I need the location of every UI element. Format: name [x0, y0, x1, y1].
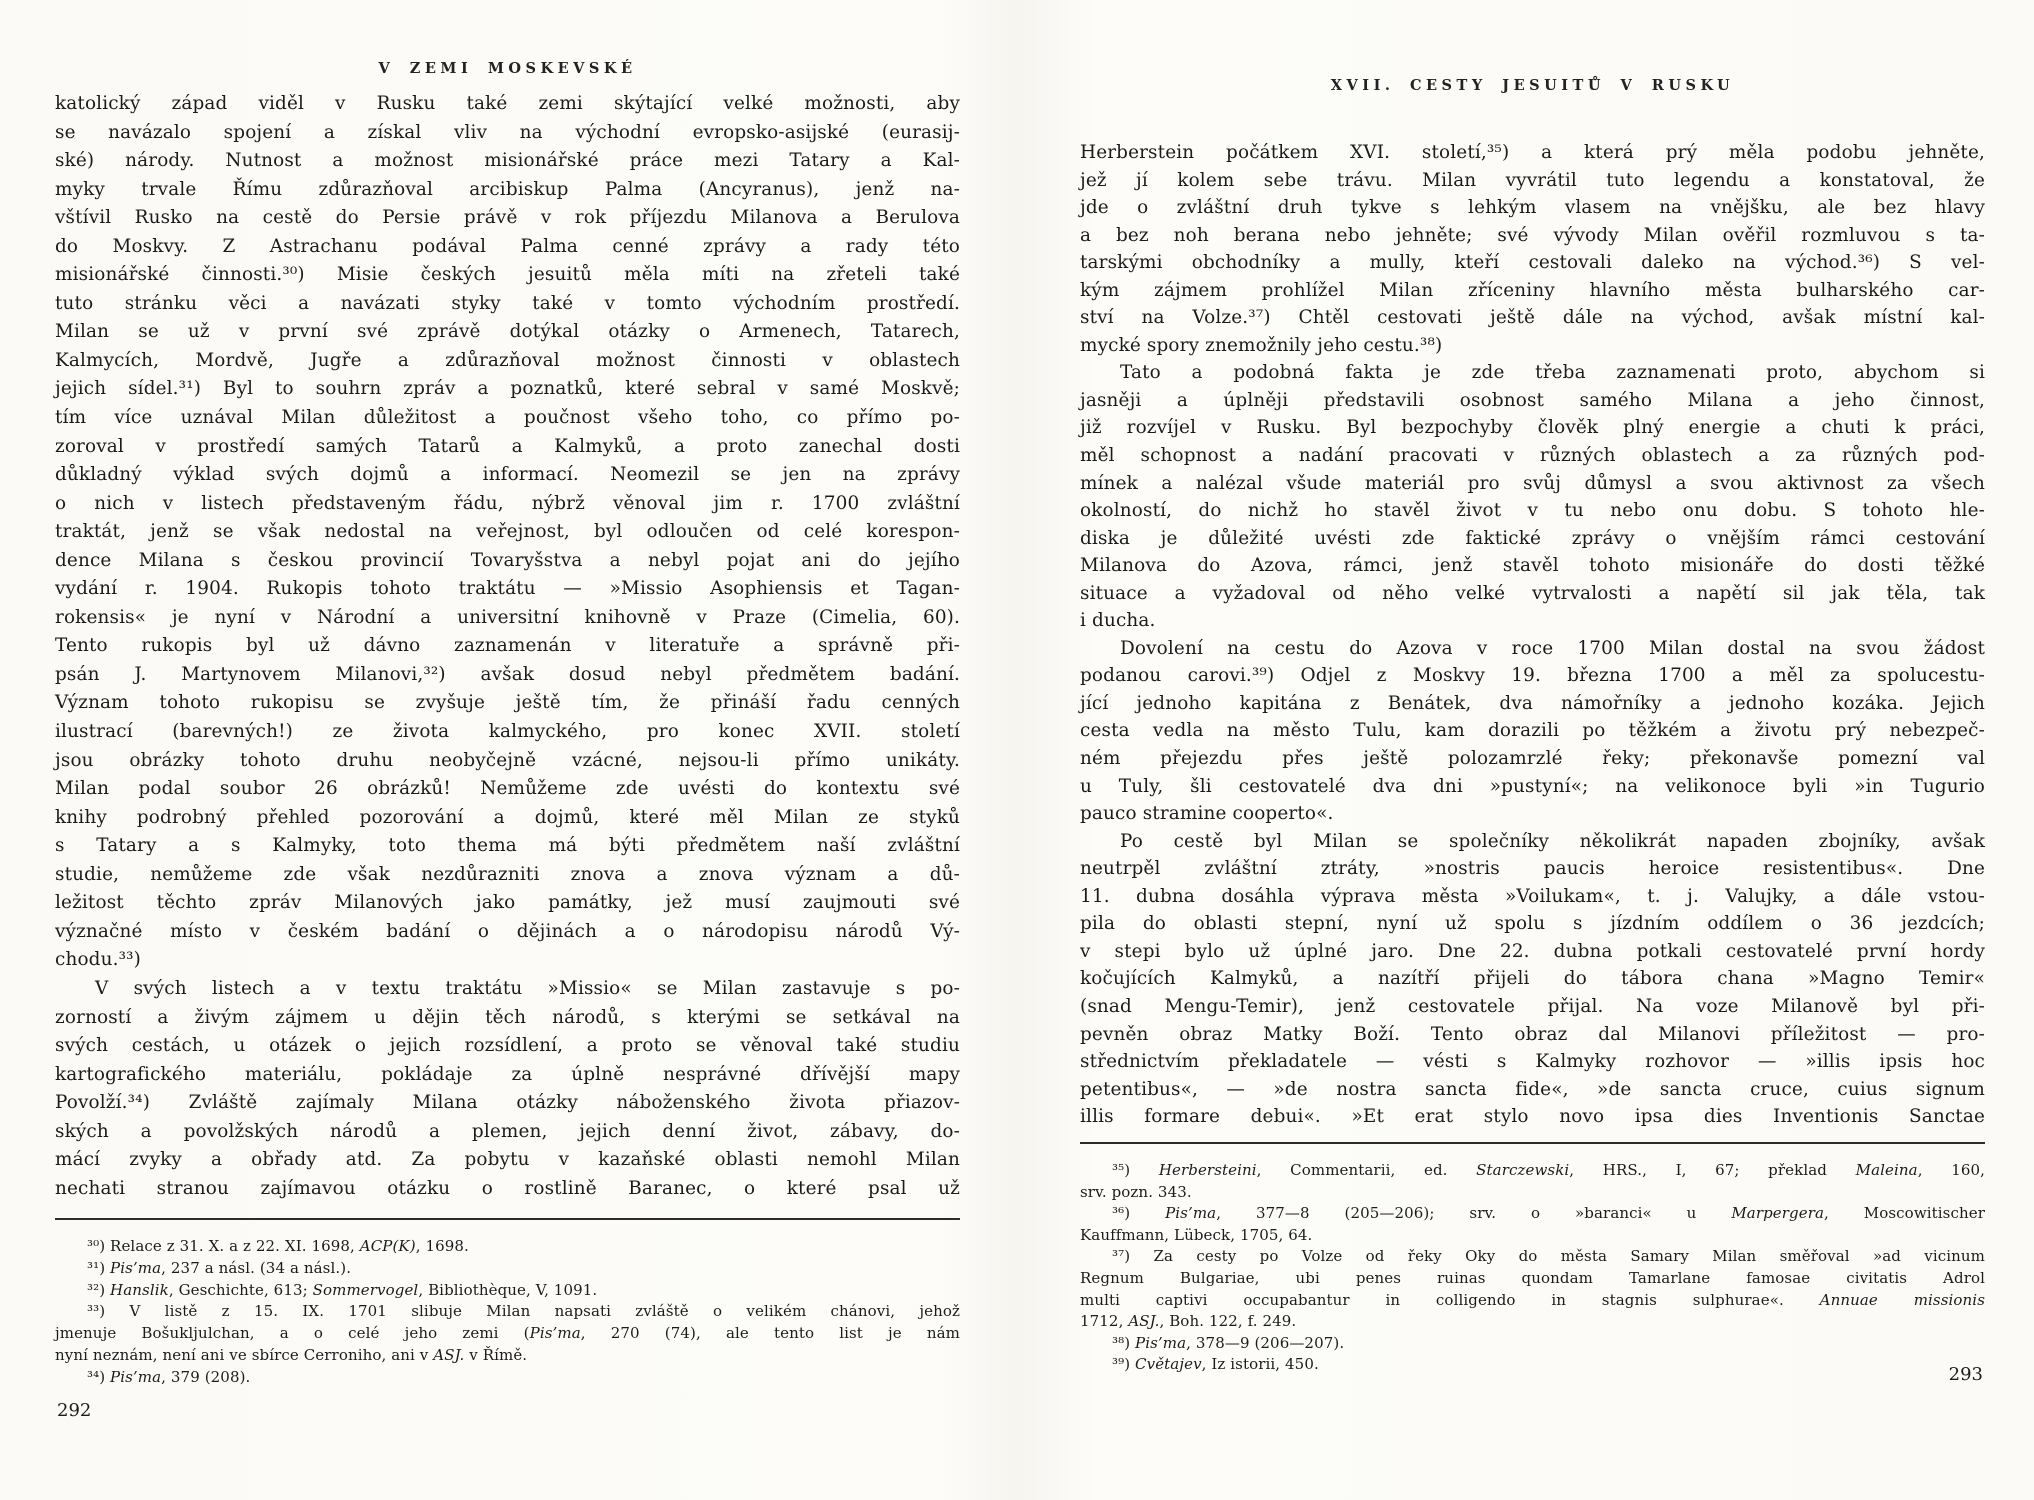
- footnotes-right: [1080, 1160, 1985, 1376]
- text-line: Milanova do Azova, rámci, jenž stavěl tohoto misionáře do dosti těžké: [1080, 555, 1985, 577]
- text-line: Význam tohoto rukopisu se zvyšuje ještě tím, že přináší řadu cenných: [55, 692, 960, 714]
- text-line: i ducha.: [1080, 610, 1156, 632]
- text-line: illis formare debui«. »Et erat stylo novo ipsa dies Inventionis Sanctae: [1080, 1106, 1985, 1128]
- footnote-line: Regnum Bulgariae, ubi penes ruinas quondam Tamarlane famosae civitatis Adrol: [1080, 1268, 1985, 1287]
- text-line: pauco stramine cooperto«.: [1080, 803, 1334, 825]
- text-line: Milan podal soubor 26 obrázků! Nemůžeme zde uvésti do kontextu své: [55, 778, 960, 800]
- text-line: dence Milana s českou provincií Tovaryšstva a nebyl pojat ani do jejího: [55, 549, 960, 571]
- text-line: střednictvím překladatele — vésti s Kalmyky rozhovor — »illis ipsis hoc: [1080, 1051, 1985, 1073]
- text-line: mínek a nalézal všude materiál pro svůj důmysl a svou aktivnost za všech: [1080, 472, 1985, 494]
- text-line: o nich v listech představeným řádu, nýbrž věnoval jim r. 1700 zvláštní: [55, 492, 960, 514]
- text-line: tarskými obchodníky a mully, kteří cestovali daleko na východ.³⁶) S vel-: [1080, 252, 1985, 274]
- text-line: ležitost těchto zpráv Milanových jako památky, jež musí zaujmouti své: [55, 892, 960, 914]
- footnote-line: nyní neznám, není ani ve sbírce Cerroniho, ani v ASJ. v Římě.: [55, 1345, 528, 1364]
- footnote-line: ³³) V listě z 15. IX. 1701 slibuje Milan napsati zvláště o velikém chánovi, jehož: [87, 1302, 960, 1321]
- page-number-left: 292: [57, 1400, 92, 1421]
- footnote-line: srv. pozn. 343.: [1080, 1182, 1192, 1201]
- text-line: kartografického materiálu, pokládaje za úplně nesprávné dřívější mapy: [55, 1063, 960, 1085]
- text-line: Tato a podobná fakta je zde třeba zaznamenati proto, abychom si: [1120, 362, 1985, 384]
- text-line: vydání r. 1904. Rukopis tohoto traktátu — »Missio Asophiensis et Tagan-: [55, 578, 960, 600]
- footnote-line: ³⁶) Pis’ma, 377—8 (205—206); srv. o »baranci« u Marpergera, Moscowitischer: [1112, 1204, 1985, 1223]
- text-line: již rozvíjel v Rusku. Byl bezpochyby člověk plný energie a chuti k práci,: [1080, 417, 1985, 439]
- page-number-right: 293: [1948, 1364, 1983, 1385]
- text-line: mácí zvyky a obřady atd. Za pobytu v kazaňské oblasti nemohl Milan: [55, 1149, 960, 1171]
- footnote-line: ³⁷) Za cesty po Volze od řeky Oky do města Samary Milan směřoval »ad vicinum: [1112, 1247, 1985, 1266]
- text-line: katolický západ viděl v Rusku také zemi skýtající velké možnosti, aby: [55, 93, 960, 114]
- text-line: s Tatary a s Kalmyky, toto thema má býti předmětem naší zvláštní: [55, 835, 960, 857]
- footnote-separator-right: [1080, 1142, 1985, 1144]
- text-line: jde o zvláštní druh tykve s lehkým vlasem na vnějšku, ale bez hlavy: [1080, 197, 1985, 219]
- text-line: pila do oblasti stepní, nyní už spolu s jízdním oddílem o 36 jezdcích;: [1080, 913, 1985, 935]
- text-line: podanou carovi.³⁹) Odjel z Moskvy 19. března 1700 a měl za spolucestu-: [1080, 665, 1985, 687]
- text-line: ských a povolžských národů a plemen, jejich denní život, zábavy, do-: [55, 1120, 960, 1142]
- text-line: situace a vyžadoval od něho velké vytrvalosti a napětí sil jak těla, tak: [1080, 582, 1985, 604]
- text-line: nechati stranou zajímavou otázku o rostlině Baranec, o které psal už: [55, 1177, 960, 1199]
- text-line: kým zájmem prohlížel Milan zříceniny hlavního města bulharského car-: [1080, 279, 1985, 301]
- text-line: jsou obrázky tohoto druhu neobyčejně vzácné, nejsou-li přímo unikáty.: [55, 749, 960, 771]
- text-line: jejich sídel.³¹) Byl to souhrn zpráv a poznatků, které sebral v samé Moskvě;: [55, 378, 960, 400]
- text-line: Dovolení na cestu do Azova v roce 1700 Milan dostal na svou žádost: [1120, 637, 1985, 659]
- text-line: ské) národy. Nutnost a možnost misionářské práce mezi Tatary a Kal-: [55, 150, 960, 172]
- text-line: okolností, do nichž ho stavěl život v tu nebo onu dobu. S tohoto hle-: [1080, 500, 1985, 522]
- text-line: rokensis« je nyní v Národní a universitní knihovně v Praze (Cimelia, 60).: [55, 606, 960, 628]
- footnote-line: ³¹) Pis’ma, 237 a násl. (34 a násl.).: [87, 1258, 352, 1277]
- text-line: jež jí kolem sebe trávu. Milan vyvrátil tuto legendu a konstatoval, že: [1080, 169, 1985, 191]
- text-line: svých cestách, u otázek o jejich rozsídlení, a proto se věnoval také studiu: [55, 1035, 960, 1057]
- footnote-line: 1712, ASJ., Boh. 122, f. 249.: [1080, 1312, 1297, 1331]
- text-line: 11. dubna dosáhla výprava města »Voilukam«, t. j. Valujky, a dále vstou-: [1080, 885, 1985, 907]
- text-line: Kalmycích, Mordvě, Jugře a zdůrazňoval možnost činnosti v oblastech: [55, 349, 960, 371]
- footnote-line: Kauffmann, Lübeck, 1705, 64.: [1080, 1225, 1313, 1244]
- footnote-line: jmenuje Bošukljulchan, a o celé jeho zemi (Pis’ma, 270 (74), ale tento list je nám: [55, 1324, 960, 1343]
- running-head-left: V ZEMI MOSKEVSKÉ: [378, 60, 637, 77]
- text-line: tím více uznával Milan důležitost a poučnost všeho toho, co přímo po-: [55, 407, 960, 429]
- footnote-line: ³⁸) Pis’ma, 378—9 (206—207).: [1112, 1333, 1345, 1352]
- text-line: petentibus«, — »de nostra sancta fide«, »de sancta cruce, cuius signum: [1080, 1078, 1985, 1100]
- text-line: chodu.³³): [55, 949, 141, 971]
- text-line: misionářské činnosti.³⁰) Misie českých jesuitů měla míti na zřeteli také: [55, 264, 960, 286]
- text-line: v stepi bylo už úplné jaro. Dne 22. dubna potkali cestovatelé první hordy: [1080, 940, 1985, 962]
- text-line: Povolží.³⁴) Zvláště zajímaly Milana otázky náboženského života přiazov-: [55, 1092, 960, 1114]
- text-line: myky trvale Římu zdůrazňoval arcibiskup Palma (Ancyranus), jenž na-: [55, 178, 960, 200]
- main-text-right: [1080, 139, 1985, 1131]
- text-line: se navázalo spojení a získal vliv na východní evropsko-asijské (eurasij-: [55, 121, 960, 143]
- text-line: jasněji a úplněji představili osobnost samého Milana a jeho činnost,: [1080, 389, 1985, 411]
- text-line: mycké spory znemožnily jeho cestu.³⁸): [1080, 334, 1443, 356]
- text-line: do Moskvy. Z Astrachanu podával Palma cenné zprávy a rady této: [55, 235, 960, 257]
- text-line: cesta vedla na město Tulu, kam dorazili po těžkém a životu prý nebezpeč-: [1080, 720, 1985, 742]
- footnote-separator-left: [55, 1218, 960, 1220]
- text-line: zoroval v prostředí samých Tatarů a Kalmyků, a proto zanechal dosti: [55, 435, 960, 457]
- running-head-right: XVII. CESTY JESUITŮ V RUSKU: [1330, 77, 1735, 94]
- footnote-line: ³⁵) Herbersteini, Commentarii, ed. Starczewski, HRS., I, 67; překlad Maleina, 160,: [1112, 1161, 1985, 1179]
- text-line: V svých listech a v textu traktátu »Missio« se Milan zastavuje s po-: [95, 977, 960, 999]
- main-text-left: [55, 90, 960, 1203]
- footnote-line: ³⁹) Cvětajev, Iz istorii, 450.: [1112, 1355, 1319, 1374]
- text-line: ném přejezdu přes ještě polozamrzlé řeky; překonavše pomezní val: [1080, 748, 1985, 770]
- page-right: [1080, 0, 1985, 1500]
- text-line: psán J. Martynovem Milanovi,³²) avšak dosud nebyl předmětem badání.: [55, 663, 960, 685]
- footnote-line: multi captivi occupabantur in colligendo in stagnis sulphurae«. Annuae missionis: [1080, 1290, 1985, 1309]
- text-line: ilustrací (barevných!) ze života kalmyckého, pro konec XVII. století: [55, 721, 960, 743]
- text-line: jící jednoho kapitána z Benátek, dva námořníky a jednoho kozáka. Jejich: [1080, 692, 1985, 714]
- text-line: a bez noh berana nebo jehněte; své vývody Milan ověřil rozmluvou s ta-: [1080, 224, 1985, 246]
- text-line: měl schopnost a nadání pracovati v různých oblastech a za různých pod-: [1080, 445, 1985, 467]
- text-line: knihy podrobný přehled pozorování a dojmů, které měl Milan ze styků: [55, 806, 960, 828]
- footnotes-left: [55, 1236, 960, 1389]
- page-left: [55, 0, 960, 1500]
- text-line: studie, nemůžeme zde však nezdůrazniti znova a znova význam a dů-: [55, 863, 960, 885]
- footnote-line: ³⁰) Relace z 31. X. a z 22. XI. 1698, ACP(K), 1698.: [87, 1237, 469, 1255]
- text-line: diska je důležité uvésti zde faktické zprávy o vnějším rámci cestování: [1080, 527, 1985, 549]
- text-line: zorností a živým zájmem u dějin těch národů, s kterými se setkával na: [55, 1006, 960, 1028]
- text-line: u Tuly, šli cestovatelé dva dni »pustyní«; na velikonoce byli »in Tugurio: [1080, 775, 1985, 797]
- text-line: Herberstein počátkem XVI. století,³⁵) a která prý měla podobu jehněte,: [1080, 142, 1985, 163]
- text-line: pevněn obraz Matky Boží. Tento obraz dal Milanovi příležitost — pro-: [1080, 1023, 1985, 1045]
- footnote-line: ³⁴) Pis’ma, 379 (208).: [87, 1367, 251, 1386]
- footnote-line: ³²) Hanslik, Geschichte, 613; Sommervogel, Bibliothèque, V, 1091.: [87, 1280, 598, 1299]
- text-line: Po cestě byl Milan se společníky několikrát napaden zbojníky, avšak: [1120, 830, 1985, 852]
- text-line: kočujících Kalmyků, a nazítří přijeli do tábora chana »Magno Temir«: [1080, 968, 1985, 990]
- text-line: (snad Mengu-Temir), jenž cestovatele přijal. Na voze Milanově byl při-: [1080, 995, 1985, 1017]
- text-line: tuto stránku věci a navázati styky také v tomto východním prostředí.: [55, 292, 960, 314]
- text-line: vštívil Rusko na cestě do Persie právě v rok příjezdu Milanova a Berulova: [55, 207, 960, 229]
- text-line: Tento rukopis byl už dávno zaznamenán v literatuře a správně při-: [55, 635, 960, 657]
- text-line: důkladný výklad svých dojmů a informací. Neomezil se jen na zprávy: [55, 464, 960, 486]
- text-line: traktát, jenž se však nedostal na veřejnost, byl odloučen od celé korespon-: [55, 521, 960, 543]
- text-line: Milan se už v první své zprávě dotýkal otázky o Armenech, Tatarech,: [55, 321, 960, 343]
- text-line: ství na Volze.³⁷) Chtěl cestovati ještě dále na východ, avšak místní kal-: [1080, 307, 1985, 329]
- text-line: význačné místo v českém badání o dějinách a o národopisu národů Vý-: [55, 920, 960, 942]
- text-line: neutrpěl zvláštní ztráty, »nostris paucis heroice resistentibus«. Dne: [1080, 858, 1985, 880]
